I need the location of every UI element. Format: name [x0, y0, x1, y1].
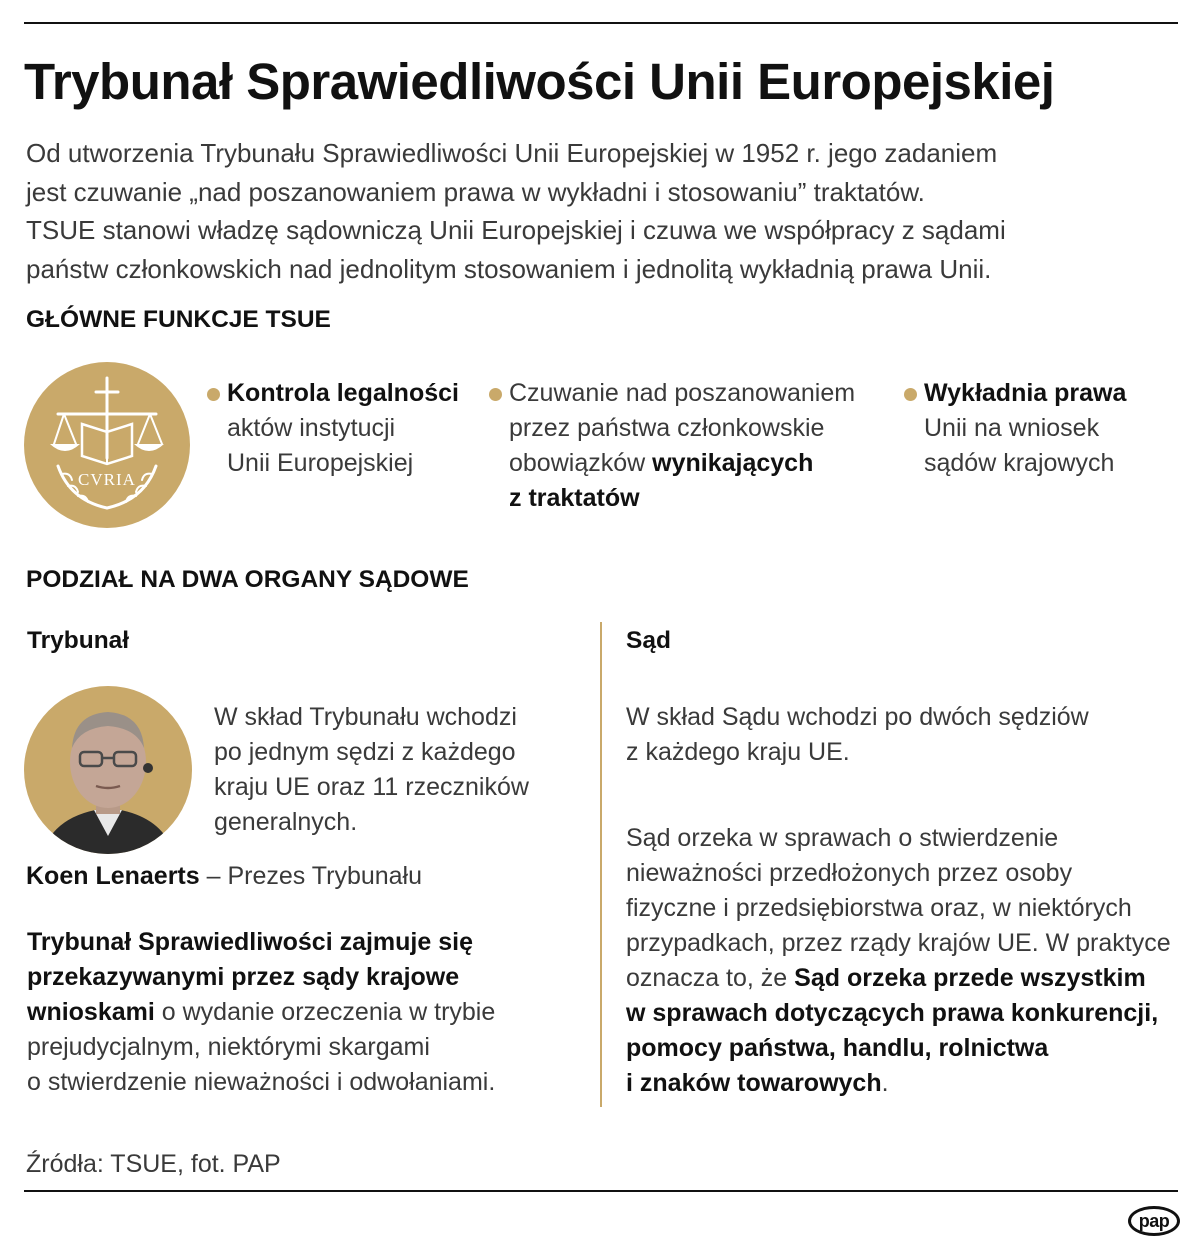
text-line: przypadkach, przez rządy krajów UE. W praktyce [626, 929, 1171, 957]
tribunal-description [27, 925, 495, 1100]
function-text-bold: z traktatów [509, 484, 640, 512]
function-text: Unii Europejskiej [227, 449, 414, 477]
bullet-dot-icon [904, 388, 917, 401]
text-line: Sąd orzeka w sprawach o stwierdzenie [626, 824, 1059, 852]
text-line-bold: przekazywanymi przez sądy krajowe [27, 963, 460, 991]
text-line: oznacza to, że [626, 964, 795, 992]
function-text: przez państwa członkowskie [509, 414, 825, 442]
function-text: Unii na wniosek [924, 414, 1100, 442]
top-divider [24, 22, 1178, 24]
text-line: generalnych. [214, 808, 358, 836]
intro-line: państw członkowskich nad jednolitym stosowaniem i jednolitą wykładnią prawa Unii. [26, 253, 992, 284]
president-photo [24, 686, 192, 854]
intro-line: Od utworzenia Trybunału Sprawiedliwości Unii Europejskiej w 1952 r. jego zadaniem [26, 138, 998, 168]
text-line: . [881, 1069, 889, 1097]
court-composition [626, 700, 1089, 770]
intro-paragraph [26, 134, 1186, 288]
text-line: W skład Trybunału wchodzi [214, 703, 517, 731]
column-divider [600, 622, 602, 1107]
text-line-bold: Sąd orzeka przede wszystkim [794, 964, 1146, 992]
sources-note: Źródła: TSUE, fot. PAP [26, 1150, 281, 1178]
text-line: nieważności przedłożonych przez osoby [626, 859, 1073, 887]
seal-text: CVRIA [78, 470, 136, 489]
curia-seal-icon [24, 362, 190, 528]
text-line-bold: i znaków towarowych [626, 1069, 882, 1097]
text-line-bold: wnioskami [27, 998, 155, 1026]
bullet-dot-icon [207, 388, 220, 401]
function-title: Wykładnia prawa [924, 379, 1127, 407]
function-item [227, 376, 459, 481]
function-title: Kontrola legalności [227, 379, 459, 407]
intro-line: TSUE stanowi władzę sądowniczą Unii Europejskiej i czuwa we współpracy z sądami [26, 215, 1006, 245]
organs-heading: PODZIAŁ NA DWA ORGANY SĄDOWE [26, 566, 469, 593]
bottom-divider [24, 1190, 1178, 1192]
bullet-dot-icon [489, 388, 502, 401]
function-text-bold: wynikających [652, 449, 814, 477]
tribunal-heading: Trybunał [27, 627, 130, 654]
tribunal-composition [214, 700, 529, 840]
president-name: Koen Lenaerts [26, 862, 200, 890]
text-line: o wydanie orzeczenia w trybie [154, 998, 496, 1026]
function-text: aktów instytucji [227, 414, 396, 442]
intro-line: jest czuwanie „nad poszanowaniem prawa w wykładni i stosowaniu” traktatów. [26, 176, 925, 207]
text-line: o stwierdzenie nieważności i odwołaniami. [27, 1068, 496, 1096]
pap-logo: pap [1128, 1206, 1180, 1236]
court-description [626, 821, 1171, 1101]
text-line: kraju UE oraz 11 rzeczników [214, 773, 529, 801]
function-text: Czuwanie nad poszanowaniem [509, 379, 856, 407]
text-line-bold: Trybunał Sprawiedliwości zajmuje się [27, 928, 473, 956]
function-text: obowiązków [509, 449, 653, 477]
function-item [924, 376, 1126, 481]
text-line: fizyczne i przedsiębiorstwa oraz, w niektórych [626, 894, 1132, 922]
text-line: po jednym sędzi z każdego [214, 738, 516, 766]
text-line: prejudycjalnym, niektórymi skargami [27, 1033, 430, 1061]
text-line-bold: w sprawach dotyczących prawa konkurencji, [626, 999, 1159, 1027]
text-line: W skład Sądu wchodzi po dwóch sędziów [626, 703, 1089, 731]
text-line-bold: pomocy państwa, handlu, rolnictwa [626, 1034, 1049, 1062]
function-item [509, 376, 855, 516]
function-text: sądów krajowych [924, 449, 1115, 477]
president-caption [26, 862, 422, 891]
text-line: z każdego kraju UE. [626, 738, 850, 766]
functions-heading: GŁÓWNE FUNKCJE TSUE [26, 306, 331, 333]
page-title: Trybunał Sprawiedliwości Unii Europejskiej [24, 53, 1055, 110]
court-heading: Sąd [626, 627, 671, 654]
president-role: – Prezes Trybunału [199, 862, 423, 890]
